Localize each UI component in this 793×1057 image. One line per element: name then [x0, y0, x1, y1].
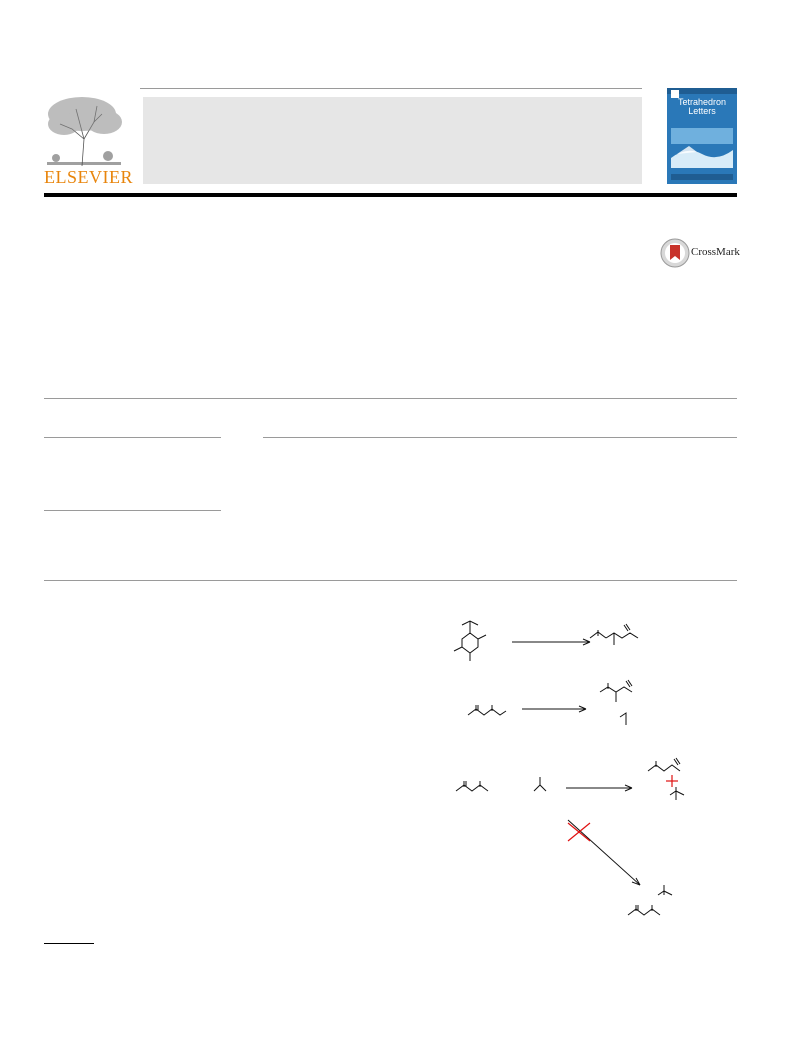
abstract-bottom-rule: [44, 580, 737, 581]
publisher-name: ELSEVIER: [44, 167, 133, 187]
journal-cover-title-line1: Tetrahedron: [677, 97, 727, 107]
scheme-row3-reactant-a: [456, 781, 488, 791]
header-thick-rule: [44, 193, 737, 197]
crossmark-label: CrossMark: [691, 246, 740, 258]
footnote-rule: [44, 943, 94, 944]
scheme-bottom-product: [628, 885, 672, 915]
keywords-rule: [44, 510, 221, 511]
reaction-scheme: [440, 605, 740, 935]
scheme-diagonal-arrow: [568, 820, 640, 885]
journal-cover-title: [671, 98, 733, 116]
header-top-rule: [140, 88, 642, 89]
scheme-row2-reactant: [468, 705, 506, 715]
reaction-scheme-drawing: [440, 605, 740, 935]
journal-cover: [667, 88, 737, 184]
scheme-row3-reactant-b: [534, 777, 546, 791]
abstract-rule: [263, 437, 737, 438]
scheme-row3-product: [648, 758, 684, 800]
journal-cover-title-line2: Letters: [688, 106, 716, 116]
scheme-row1-product: [590, 624, 638, 645]
article-info-top-rule: [44, 398, 737, 399]
scheme-row1-reactant: [454, 621, 486, 661]
journal-banner-box: [143, 97, 642, 184]
article-info-rule: [44, 437, 221, 438]
crossmark-badge[interactable]: [660, 238, 740, 268]
scheme-row2-product: [600, 680, 632, 725]
tree-logo-icon: [42, 94, 126, 168]
crossmark-icon: [660, 238, 690, 268]
